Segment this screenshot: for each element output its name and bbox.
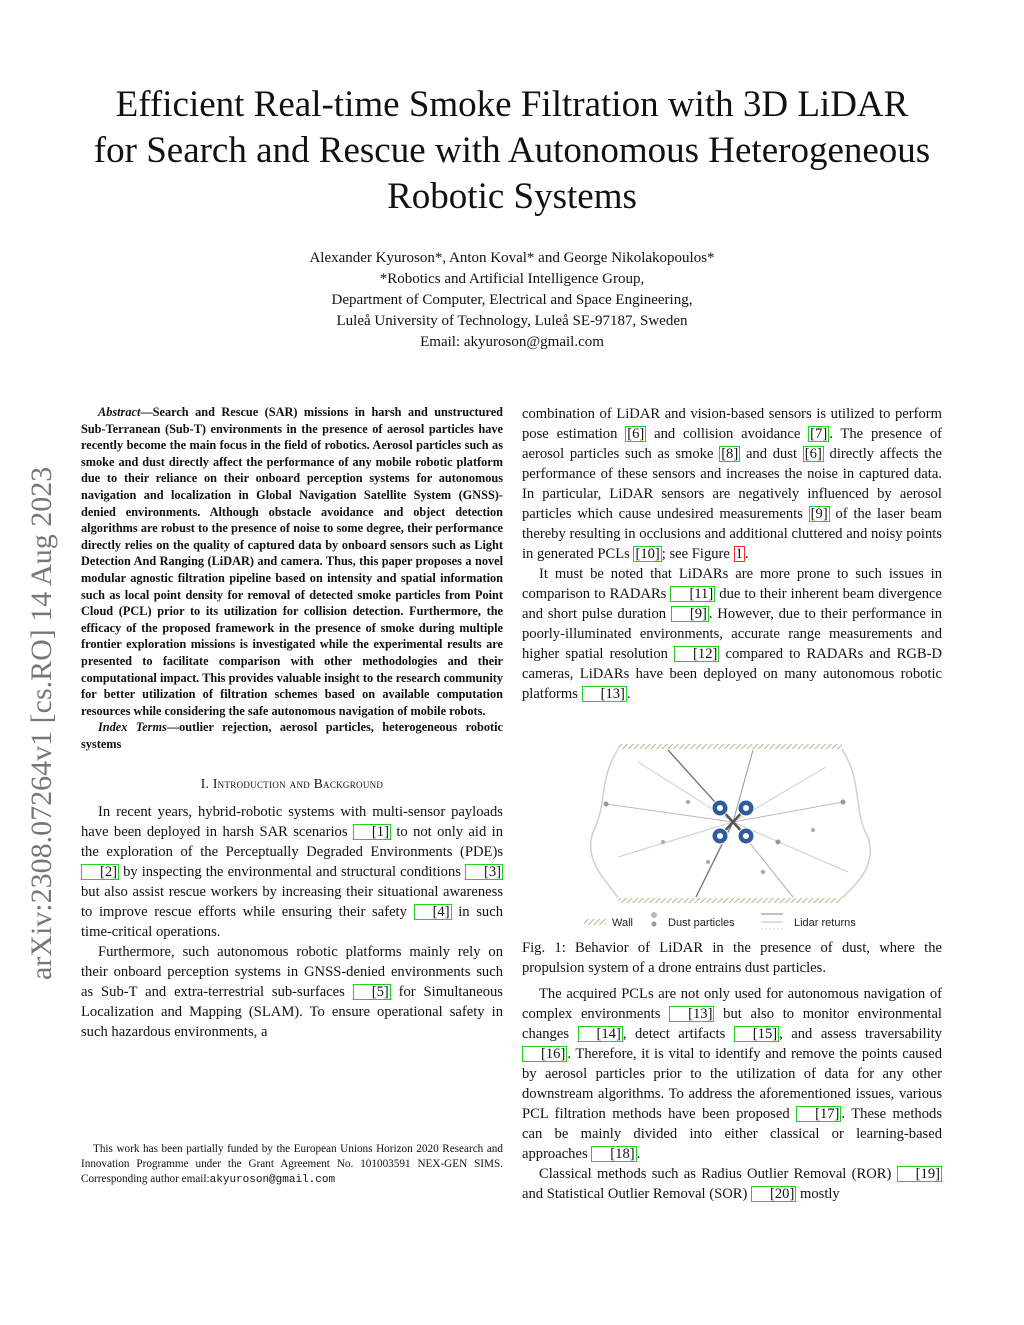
- drone-icon: [712, 800, 754, 844]
- text-span: for Simultaneous Localization and Mapping (SLAM). To ensure operational safety in such hazardous environments, a: [81, 984, 503, 1041]
- index-terms-label: Index Terms: [98, 720, 167, 735]
- text-span: in such time-critical operations.: [81, 904, 503, 941]
- citation-link[interactable]: [13]: [582, 686, 627, 702]
- text-span: The acquired PCLs are not only used for autonomous navigation of complex environments: [522, 986, 942, 1022]
- citation-link[interactable]: [15]: [734, 1026, 779, 1042]
- legend-lidar-label: Lidar returns: [794, 917, 856, 929]
- bottom-wall: [618, 898, 842, 903]
- section-title: Introduction and Background: [212, 776, 384, 792]
- text-span: In recent years, hybrid-robotic systems with multi-sensor payloads have been deployed in harsh SAR scenarios: [81, 804, 503, 841]
- dust-particle: [776, 840, 781, 845]
- legend-dust-label: Dust particles: [668, 917, 735, 929]
- text-span: Classical methods such as Radius Outlier Removal (ROR): [539, 1166, 897, 1182]
- tunnel-right-wall: [842, 749, 870, 898]
- intro-paragraph-1: [81, 802, 503, 942]
- citation-link[interactable]: [9]: [671, 606, 709, 622]
- index-terms-text: —outlier rejection, aerosol particles, heterogeneous robotic systems: [81, 720, 503, 751]
- legend-dust-swatch: [651, 912, 657, 918]
- citation-link[interactable]: [18]: [591, 1146, 636, 1162]
- intro-paragraph-2: [81, 942, 503, 1042]
- text-span: mostly: [796, 1186, 840, 1202]
- citation-link[interactable]: [5]: [353, 984, 391, 1000]
- text-span: It must be noted that LiDARs are more prone to such issues in comparison to RADARs: [522, 566, 942, 602]
- dust-particle: [706, 860, 710, 864]
- section-number: I.: [200, 776, 213, 792]
- citation-link[interactable]: [10]: [635, 546, 660, 562]
- arxiv-identifier: arXiv:2308.07264v1 [cs.RO] 14 Aug 2023: [25, 466, 58, 980]
- right-paragraph-3: [522, 984, 942, 1164]
- dust-particle: [841, 800, 846, 805]
- citation-link[interactable]: [11]: [670, 586, 715, 602]
- dust-particle: [761, 870, 765, 874]
- text-span: and Statistical Outlier Removal (SOR): [522, 1186, 752, 1202]
- right-column: [522, 404, 942, 704]
- affiliation-group: *Robotics and Artificial Intelligence Group,: [379, 271, 645, 287]
- section-heading: [81, 774, 503, 794]
- text-span: . However, due to their performance in poorly-illuminated environments, accurate range measurements and higher spatial resolution: [522, 606, 942, 662]
- text-span: by inspecting the environmental and structural conditions: [119, 864, 465, 881]
- text-span: ; see Figure: [661, 546, 734, 562]
- citation-link[interactable]: [12]: [674, 646, 719, 662]
- top-wall: [618, 744, 842, 749]
- citation-link[interactable]: [2]: [81, 864, 119, 880]
- citation-link[interactable]: [19]: [897, 1166, 942, 1182]
- right-paragraph-1: [522, 404, 942, 564]
- dust-particle: [604, 802, 609, 807]
- right-column-lower: [522, 984, 942, 1204]
- legend-wall-label: Wall: [612, 917, 633, 929]
- text-span: .: [636, 1146, 641, 1162]
- author-names: Alexander Kyuroson*, Anton Koval* and George Nikolakopoulos*: [309, 250, 715, 266]
- dust-particle: [661, 840, 665, 844]
- figure-link[interactable]: 1: [735, 546, 743, 562]
- text-span: but also assist rescue workers by increasing their situational awareness to improve rescue efforts while ensuring their safety: [81, 884, 503, 921]
- citation-link[interactable]: [16]: [522, 1046, 567, 1062]
- text-span: .: [744, 546, 749, 562]
- citation-link[interactable]: [6]: [627, 426, 645, 442]
- citation-link[interactable]: [7]: [810, 426, 828, 442]
- footnote-text: This work has been partially funded by the European Unions Horizon 2020 Research and Innovation Programme under the Grant Agreement No. 101003591 NEX-GEN SIMS. Corresponding author email:: [81, 1143, 503, 1185]
- legend-wall-swatch: [584, 919, 606, 925]
- text-span: directly affects the performance of these sensors and increases the noise in captured data. In particular, LiDAR sensors are negatively influenced by aerosol particles which cause undesired measurements: [522, 446, 942, 522]
- text-span: due to their inherent beam divergence and short pulse duration: [522, 586, 942, 622]
- abstract-text: —Search and Rescue (SAR) missions in harsh and unstructured Sub-Terranean (Sub-T) environments in the presence of aerosol particles have recently become the main focus in the field of robotics. Aerosol particles such as smoke and dust directly affect the performance of any mobile robotic platform due to their reliance on their onboard perception systems for autonomous navigation and localization in Global Navigation Satellite System (GNSS)-denied environments. Although obstacle avoidance and object detection algorithms are robust to the presence of noise to some degree, their performance directly relies on the quality of captured data by onboard sensors such as Light Detection And Ranging (LiDAR) and camera. Thus, this paper proposes a novel modular agnostic filtration pipeline based on intensity and spatial information such as local point density for removal of detected smoke particles from Point Cloud (PCL) prior to its utilization for collision detection. Furthermore, the efficacy of the proposed framework in the presence of smoke during multiple frontier exploration missions is investigated while the experimental results are presented to facilitate comparison with other methodologies and their computational impact. This provides valuable insight to the research community for better utilization of filtration schemes based on available computation resources while considering the safe autonomous navigation of mobile robots.: [81, 405, 503, 718]
- dust-particle: [811, 828, 815, 832]
- paper-title: Efficient Real-time Smoke Filtration with 3D LiDAR for Search and Rescue with Autonomous Heterogeneous Robotic Systems: [93, 84, 931, 217]
- text-span: Furthermore, such autonomous robotic platforms mainly rely on their onboard perception systems in GNSS-denied environments such as Sub-T and extra-terrestrial sub-surfaces: [81, 944, 503, 1001]
- right-paragraph-4: [522, 1164, 942, 1204]
- author-block: [150, 248, 874, 353]
- text-span: to not only aid in the exploration of the Perceptually Degraded Environments (PDE)s: [81, 824, 503, 861]
- citation-link[interactable]: [6]: [804, 446, 822, 462]
- legend-dust-swatch: [652, 922, 657, 927]
- footnote-email[interactable]: akyuroson@gmail.com: [209, 1174, 336, 1186]
- index-terms: [81, 719, 503, 752]
- text-span: . The presence of aerosol particles such as smoke: [522, 426, 942, 462]
- tunnel-left-wall: [591, 749, 618, 898]
- citation-link[interactable]: [14]: [578, 1026, 623, 1042]
- citation-link[interactable]: [20]: [751, 1186, 796, 1202]
- left-column: [81, 404, 503, 1042]
- citation-link[interactable]: [4]: [414, 904, 452, 920]
- footnote: [81, 1142, 503, 1188]
- text-span: , detect artifacts: [622, 1026, 734, 1042]
- text-span: compared to RADARs and RGB-D cameras, LiDARs have been deployed on many autonomous robotic platforms: [522, 646, 942, 702]
- citation-link[interactable]: [9]: [810, 506, 828, 522]
- abstract-label: Abstract: [98, 405, 141, 419]
- text-span: and dust: [740, 446, 803, 462]
- author-email: Email: akyuroson@gmail.com: [420, 334, 604, 350]
- text-span: and collision avoidance: [646, 426, 809, 442]
- dust-particle: [686, 800, 690, 804]
- figure-1-lidar-dust: [578, 742, 884, 932]
- right-paragraph-2: [522, 564, 942, 704]
- text-span: , and assess traversability: [779, 1026, 942, 1042]
- text-span: but also to monitor environmental changes: [522, 1006, 942, 1042]
- citation-link[interactable]: [17]: [796, 1106, 841, 1122]
- affiliation-university: Luleå University of Technology, Luleå SE-97187, Sweden: [336, 313, 688, 329]
- citation-link[interactable]: [1]: [353, 824, 391, 840]
- figure-caption: Fig. 1: Behavior of LiDAR in the presence of dust, where the propulsion system of a drone entrains dust particles.: [522, 940, 942, 976]
- citation-link[interactable]: [8]: [721, 446, 739, 462]
- text-span: of the laser beam thereby resulting in occlusions and additional cluttered and noisy points in generated PCLs: [522, 506, 942, 562]
- abstract: [81, 404, 503, 719]
- text-span: combination of LiDAR and vision-based sensors is utilized to perform pose estimation: [522, 406, 942, 442]
- citation-link[interactable]: [3]: [465, 864, 503, 880]
- text-span: .: [626, 686, 631, 702]
- text-span: . These methods can be mainly divided into either classical or learning-based approaches: [522, 1106, 942, 1162]
- affiliation-department: Department of Computer, Electrical and Space Engineering,: [331, 292, 693, 308]
- citation-link[interactable]: [13]: [669, 1006, 714, 1022]
- text-span: . Therefore, it is vital to identify and remove the points caused by aerosol particles prior to the utilization of data for any other downstream algorithms. To address the aforementioned issues, various PCL filtration methods have been proposed: [522, 1046, 942, 1122]
